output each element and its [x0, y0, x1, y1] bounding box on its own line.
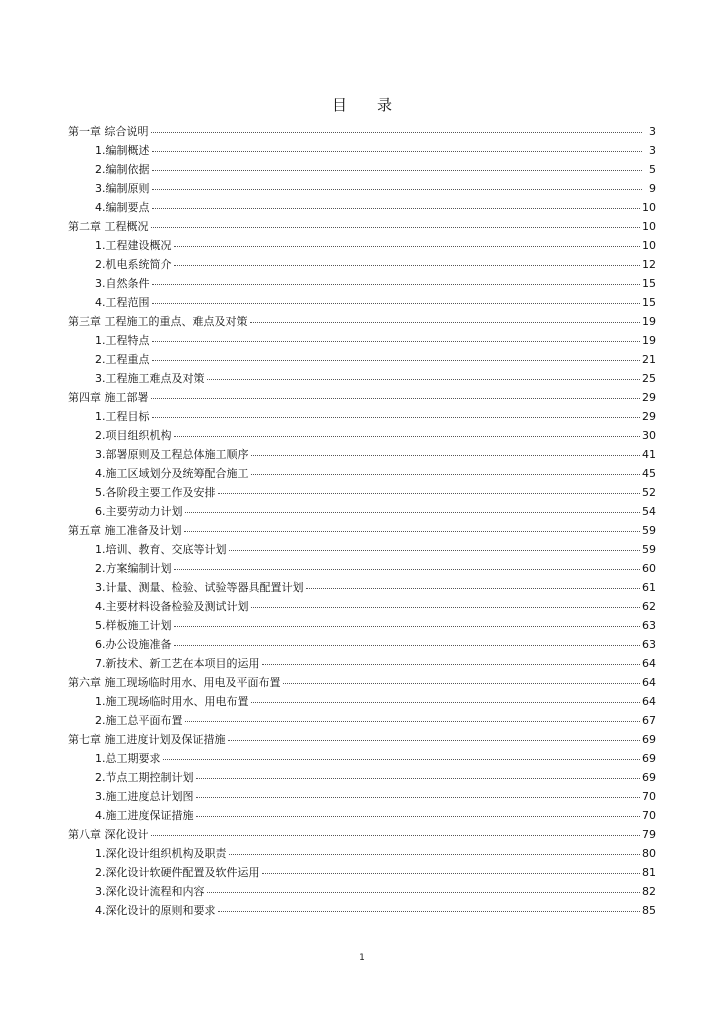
toc-entry-page-number: 63 [642, 638, 656, 651]
toc-section-entry[interactable] [68, 540, 656, 559]
toc-dot-leader [152, 208, 641, 209]
toc-dot-leader [152, 151, 643, 152]
toc-dot-leader [185, 721, 641, 722]
toc-section-entry[interactable] [68, 654, 656, 673]
toc-entry-label: 4.深化设计的原则和要求 [95, 904, 216, 917]
toc-entry-label: 第七章 施工进度计划及保证措施 [68, 733, 226, 746]
toc-entry-label: 4.主要材料设备检验及测试计划 [95, 600, 249, 613]
toc-entry-page-number: 69 [642, 752, 656, 765]
toc-entry-page-number: 29 [642, 391, 656, 404]
toc-entry-page-number: 82 [642, 885, 656, 898]
toc-dot-leader [196, 778, 641, 779]
toc-entry-page-number: 63 [642, 619, 656, 632]
toc-entry-page-number: 85 [642, 904, 656, 917]
toc-entry-label: 2.方案编制计划 [95, 562, 172, 575]
toc-entry-page-number: 59 [642, 543, 656, 556]
toc-dot-leader [251, 607, 641, 608]
toc-dot-leader [251, 455, 641, 456]
toc-entry-page-number: 54 [642, 505, 656, 518]
toc-entry-label: 4.施工区域划分及统筹配合施工 [95, 467, 249, 480]
toc-dot-leader [229, 550, 641, 551]
toc-dot-leader [174, 645, 641, 646]
toc-section-entry[interactable] [68, 863, 656, 882]
toc-entry-label: 2.深化设计软硬件配置及软件运用 [95, 866, 260, 879]
toc-chapter-entry[interactable] [68, 217, 656, 236]
toc-section-entry[interactable] [68, 198, 656, 217]
toc-entry-label: 1.总工期要求 [95, 752, 161, 765]
toc-section-entry[interactable] [68, 559, 656, 578]
toc-entry-label: 3.部署原则及工程总体施工顺序 [95, 448, 249, 461]
toc-dot-leader [262, 873, 641, 874]
toc-chapter-entry[interactable] [68, 122, 656, 141]
toc-entry-label: 1.工程目标 [95, 410, 150, 423]
toc-entry-page-number: 69 [642, 771, 656, 784]
toc-entry-page-number: 10 [642, 201, 656, 214]
toc-section-entry[interactable] [68, 350, 656, 369]
toc-dot-leader [228, 740, 641, 741]
toc-entry-label: 1.培训、教育、交底等计划 [95, 543, 227, 556]
toc-entry-label: 第六章 施工现场临时用水、用电及平面布置 [68, 676, 281, 689]
toc-section-entry[interactable] [68, 293, 656, 312]
toc-entry-label: 3.深化设计流程和内容 [95, 885, 205, 898]
toc-entry-page-number: 69 [642, 733, 656, 746]
toc-entry-label: 2.机电系统简介 [95, 258, 172, 271]
toc-entry-page-number: 25 [642, 372, 656, 385]
toc-entry-page-number: 3 [649, 125, 656, 138]
toc-section-entry[interactable] [68, 578, 656, 597]
toc-chapter-entry[interactable] [68, 825, 656, 844]
toc-entry-label: 第三章 工程施工的重点、难点及对策 [68, 315, 248, 328]
toc-dot-leader [184, 531, 641, 532]
toc-entry-label: 1.工程建设概况 [95, 239, 172, 252]
toc-entry-label: 4.编制要点 [95, 201, 150, 214]
toc-entry-label: 3.施工进度总计划图 [95, 790, 194, 803]
toc-entry-label: 1.深化设计组织机构及职责 [95, 847, 227, 860]
toc-entry-label: 2.节点工期控制计划 [95, 771, 194, 784]
toc-entry-page-number: 9 [649, 182, 656, 195]
toc-entry-page-number: 81 [642, 866, 656, 879]
toc-dot-leader [151, 835, 641, 836]
toc-dot-leader [283, 683, 641, 684]
toc-dot-leader [174, 626, 641, 627]
toc-entry-page-number: 30 [642, 429, 656, 442]
toc-dot-leader [306, 588, 641, 589]
toc-entry-page-number: 62 [642, 600, 656, 613]
toc-section-entry[interactable] [68, 502, 656, 521]
toc-dot-leader [185, 512, 641, 513]
toc-dot-leader [174, 569, 641, 570]
toc-entry-page-number: 15 [642, 277, 656, 290]
toc-section-entry[interactable] [68, 445, 656, 464]
toc-section-entry[interactable] [68, 274, 656, 293]
toc-dot-leader [218, 493, 641, 494]
toc-title: 目录 [331, 96, 422, 114]
toc-entry-page-number: 52 [642, 486, 656, 499]
toc-entry-page-number: 10 [642, 239, 656, 252]
toc-section-entry[interactable] [68, 426, 656, 445]
toc-section-entry[interactable] [68, 787, 656, 806]
toc-entry-page-number: 19 [642, 334, 656, 347]
toc-entry-label: 第四章 施工部署 [68, 391, 149, 404]
toc-entry-page-number: 3 [649, 144, 656, 157]
toc-entry-label: 4.工程范围 [95, 296, 150, 309]
toc-dot-leader [152, 341, 641, 342]
toc-dot-leader [151, 398, 641, 399]
toc-entry-page-number: 21 [642, 353, 656, 366]
toc-dot-leader [152, 360, 641, 361]
toc-entry-label: 第二章 工程概况 [68, 220, 149, 233]
toc-entry-page-number: 64 [642, 695, 656, 708]
toc-entry-label: 第八章 深化设计 [68, 828, 149, 841]
toc-entry-page-number: 10 [642, 220, 656, 233]
toc-dot-leader [152, 170, 643, 171]
toc-dot-leader [151, 132, 643, 133]
toc-section-entry[interactable] [68, 141, 656, 160]
toc-section-entry[interactable] [68, 844, 656, 863]
toc-dot-leader [163, 759, 641, 760]
toc-entry-label: 7.新技术、新工艺在本项目的运用 [95, 657, 260, 670]
toc-entry-label: 第一章 综合说明 [68, 125, 149, 138]
toc-entry-page-number: 45 [642, 467, 656, 480]
toc-section-entry[interactable] [68, 616, 656, 635]
toc-section-entry[interactable] [68, 369, 656, 388]
toc-entry-label: 3.自然条件 [95, 277, 150, 290]
toc-dot-leader [262, 664, 641, 665]
toc-section-entry[interactable] [68, 692, 656, 711]
toc-entry-page-number: 29 [642, 410, 656, 423]
toc-entry-page-number: 59 [642, 524, 656, 537]
toc-entry-label: 2.项目组织机构 [95, 429, 172, 442]
toc-dot-leader [174, 246, 641, 247]
toc-entry-page-number: 19 [642, 315, 656, 328]
toc-dot-leader [152, 417, 641, 418]
toc-dot-leader [207, 892, 641, 893]
toc-dot-leader [207, 379, 641, 380]
toc-dot-leader [152, 189, 643, 190]
toc-section-entry[interactable] [68, 901, 656, 920]
toc-section-entry[interactable] [68, 236, 656, 255]
toc-section-entry[interactable] [68, 806, 656, 825]
toc-chapter-entry[interactable] [68, 388, 656, 407]
toc-entry-label: 1.工程特点 [95, 334, 150, 347]
toc-chapter-entry[interactable] [68, 673, 656, 692]
toc-entry-label: 3.工程施工难点及对策 [95, 372, 205, 385]
toc-dot-leader [151, 227, 641, 228]
toc-section-entry[interactable] [68, 483, 656, 502]
toc-entry-label: 第五章 施工准备及计划 [68, 524, 182, 537]
toc-chapter-entry[interactable] [68, 730, 656, 749]
toc-section-entry[interactable] [68, 407, 656, 426]
toc-section-entry[interactable] [68, 255, 656, 274]
toc-entry-label: 3.编制原则 [95, 182, 150, 195]
toc-dot-leader [251, 702, 641, 703]
toc-dot-leader [174, 265, 641, 266]
toc-section-entry[interactable] [68, 331, 656, 350]
table-of-contents [68, 122, 656, 920]
toc-entry-label: 1.施工现场临时用水、用电布置 [95, 695, 249, 708]
toc-entry-label: 3.计量、测量、检验、试验等器具配置计划 [95, 581, 304, 594]
toc-entry-page-number: 67 [642, 714, 656, 727]
toc-dot-leader [152, 284, 641, 285]
toc-entry-label: 6.主要劳动力计划 [95, 505, 183, 518]
toc-entry-page-number: 15 [642, 296, 656, 309]
toc-entry-page-number: 5 [649, 163, 656, 176]
toc-section-entry[interactable] [68, 179, 656, 198]
toc-dot-leader [250, 322, 641, 323]
toc-entry-page-number: 41 [642, 448, 656, 461]
toc-entry-label: 4.施工进度保证措施 [95, 809, 194, 822]
toc-section-entry[interactable] [68, 768, 656, 787]
toc-entry-label: 5.样板施工计划 [95, 619, 172, 632]
toc-dot-leader [174, 436, 641, 437]
toc-entry-label: 5.各阶段主要工作及安排 [95, 486, 216, 499]
toc-section-entry[interactable] [68, 882, 656, 901]
toc-entry-page-number: 64 [642, 676, 656, 689]
toc-dot-leader [218, 911, 641, 912]
toc-entry-label: 2.编制依据 [95, 163, 150, 176]
toc-entry-page-number: 64 [642, 657, 656, 670]
toc-entry-page-number: 80 [642, 847, 656, 860]
page-number: 1 [359, 953, 365, 963]
toc-entry-label: 6.办公设施准备 [95, 638, 172, 651]
toc-entry-page-number: 79 [642, 828, 656, 841]
toc-entry-page-number: 61 [642, 581, 656, 594]
toc-dot-leader [196, 797, 641, 798]
toc-chapter-entry[interactable] [68, 521, 656, 540]
toc-entry-page-number: 60 [642, 562, 656, 575]
toc-entry-label: 2.施工总平面布置 [95, 714, 183, 727]
toc-section-entry[interactable] [68, 635, 656, 654]
toc-dot-leader [251, 474, 641, 475]
toc-section-entry[interactable] [68, 464, 656, 483]
toc-section-entry[interactable] [68, 711, 656, 730]
toc-chapter-entry[interactable] [68, 312, 656, 331]
toc-section-entry[interactable] [68, 597, 656, 616]
toc-entry-page-number: 70 [642, 809, 656, 822]
toc-dot-leader [152, 303, 641, 304]
toc-entry-page-number: 12 [642, 258, 656, 271]
toc-entry-page-number: 70 [642, 790, 656, 803]
toc-entry-label: 2.工程重点 [95, 353, 150, 366]
toc-entry-label: 1.编制概述 [95, 144, 150, 157]
toc-dot-leader [229, 854, 641, 855]
toc-section-entry[interactable] [68, 749, 656, 768]
toc-section-entry[interactable] [68, 160, 656, 179]
toc-dot-leader [196, 816, 641, 817]
